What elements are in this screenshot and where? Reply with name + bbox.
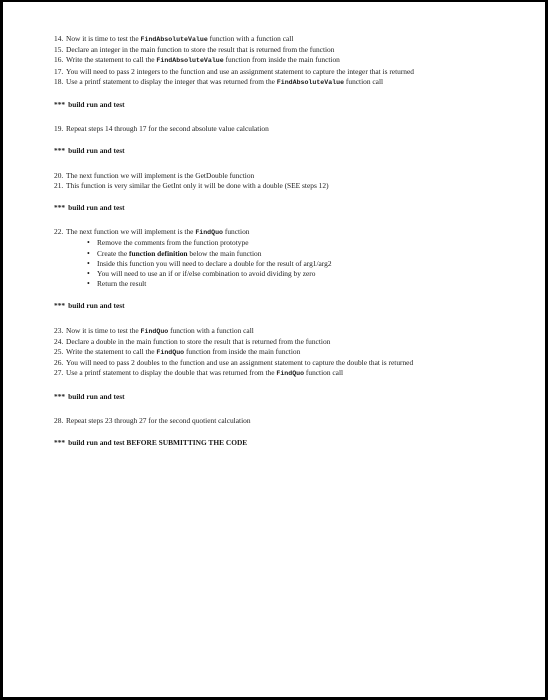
build-run-test-note: *** build run and test <box>54 203 125 213</box>
step-25: 25. Write the statement to call the FindQuo function from inside the main function <box>54 347 301 357</box>
bullet-icon: • <box>87 258 90 268</box>
code-findquo: FindQuo <box>140 327 169 335</box>
step-28: 28. Repeat steps 23 through 27 for the second quotient calculation <box>54 415 251 425</box>
build-run-test-note: *** build run and test <box>54 100 125 110</box>
step-26: 26. You will need to pass 2 doubles to the function and use an assignment statement to capture the double that is returned <box>54 358 414 368</box>
step-24: 24. Declare a double in the main function to store the result that is returned from the function <box>54 336 331 346</box>
step-21: 21. This function is very similar the GetInt only it will be done with a double (SEE steps 12) <box>54 180 329 190</box>
bullet-icon: • <box>87 279 90 289</box>
code-findquo: FindQuo <box>195 229 224 237</box>
step-15: 15. Declare an integer in the main function to store the result that is returned from the function <box>54 45 335 55</box>
final-build-run-test-note: *** build run and test BEFORE SUBMITTING THE CODE <box>54 438 248 448</box>
step-27: 27. Use a printf statement to display the double that was returned from the FindQuo function call <box>54 368 344 378</box>
step-14: 14. Now it is time to test the FindAbsoluteValue function with a function call <box>54 34 294 43</box>
step-16: 16. Write the statement to call the FindAbsoluteValue function from inside the main function <box>54 55 340 65</box>
step-22: 22. The next function we will implement is the FindQuo function <box>54 227 250 237</box>
list-item: • Remove the comments from the function prototype <box>87 238 249 248</box>
code-findabsolutevalue: FindAbsoluteValue <box>276 78 345 86</box>
step-22-bullet-list <box>87 238 504 289</box>
build-run-test-note: *** build run and test <box>54 301 125 311</box>
list-item: • You will need to use an if or if/else combination to avoid dividing by zero <box>87 269 316 279</box>
step-20: 20. The next function we will implement is the GetDouble function <box>54 170 255 180</box>
instructions-document <box>54 34 504 462</box>
code-findquo: FindQuo <box>156 349 185 357</box>
code-findabsolutevalue: FindAbsoluteValue <box>140 36 208 43</box>
list-item: • Create the function definition below the main function <box>87 248 262 258</box>
code-findabsolutevalue: FindAbsoluteValue <box>156 57 224 65</box>
step-23: 23. Now it is time to test the FindQuo function with a function call <box>54 325 254 335</box>
build-run-test-note: *** build run and test <box>54 146 125 156</box>
step-19: 19. Repeat steps 14 through 17 for the second absolute value calculation <box>54 124 269 134</box>
list-item: • Return the result <box>87 279 147 289</box>
step-17: 17. You will need to pass 2 integers to the function and use an assignment statement to capture the integer that is returned <box>54 66 414 76</box>
build-run-test-note: *** build run and test <box>54 391 125 401</box>
list-item: • Inside this function you will need to declare a double for the result of arg1/arg2 <box>87 258 332 268</box>
code-findquo: FindQuo <box>276 370 305 378</box>
bullet-icon: • <box>87 248 90 258</box>
bullet-icon: • <box>87 269 90 279</box>
bullet-icon: • <box>87 238 90 248</box>
step-18: 18. Use a printf statement to display the integer that was returned from the FindAbsoluteValue function call <box>54 76 384 86</box>
